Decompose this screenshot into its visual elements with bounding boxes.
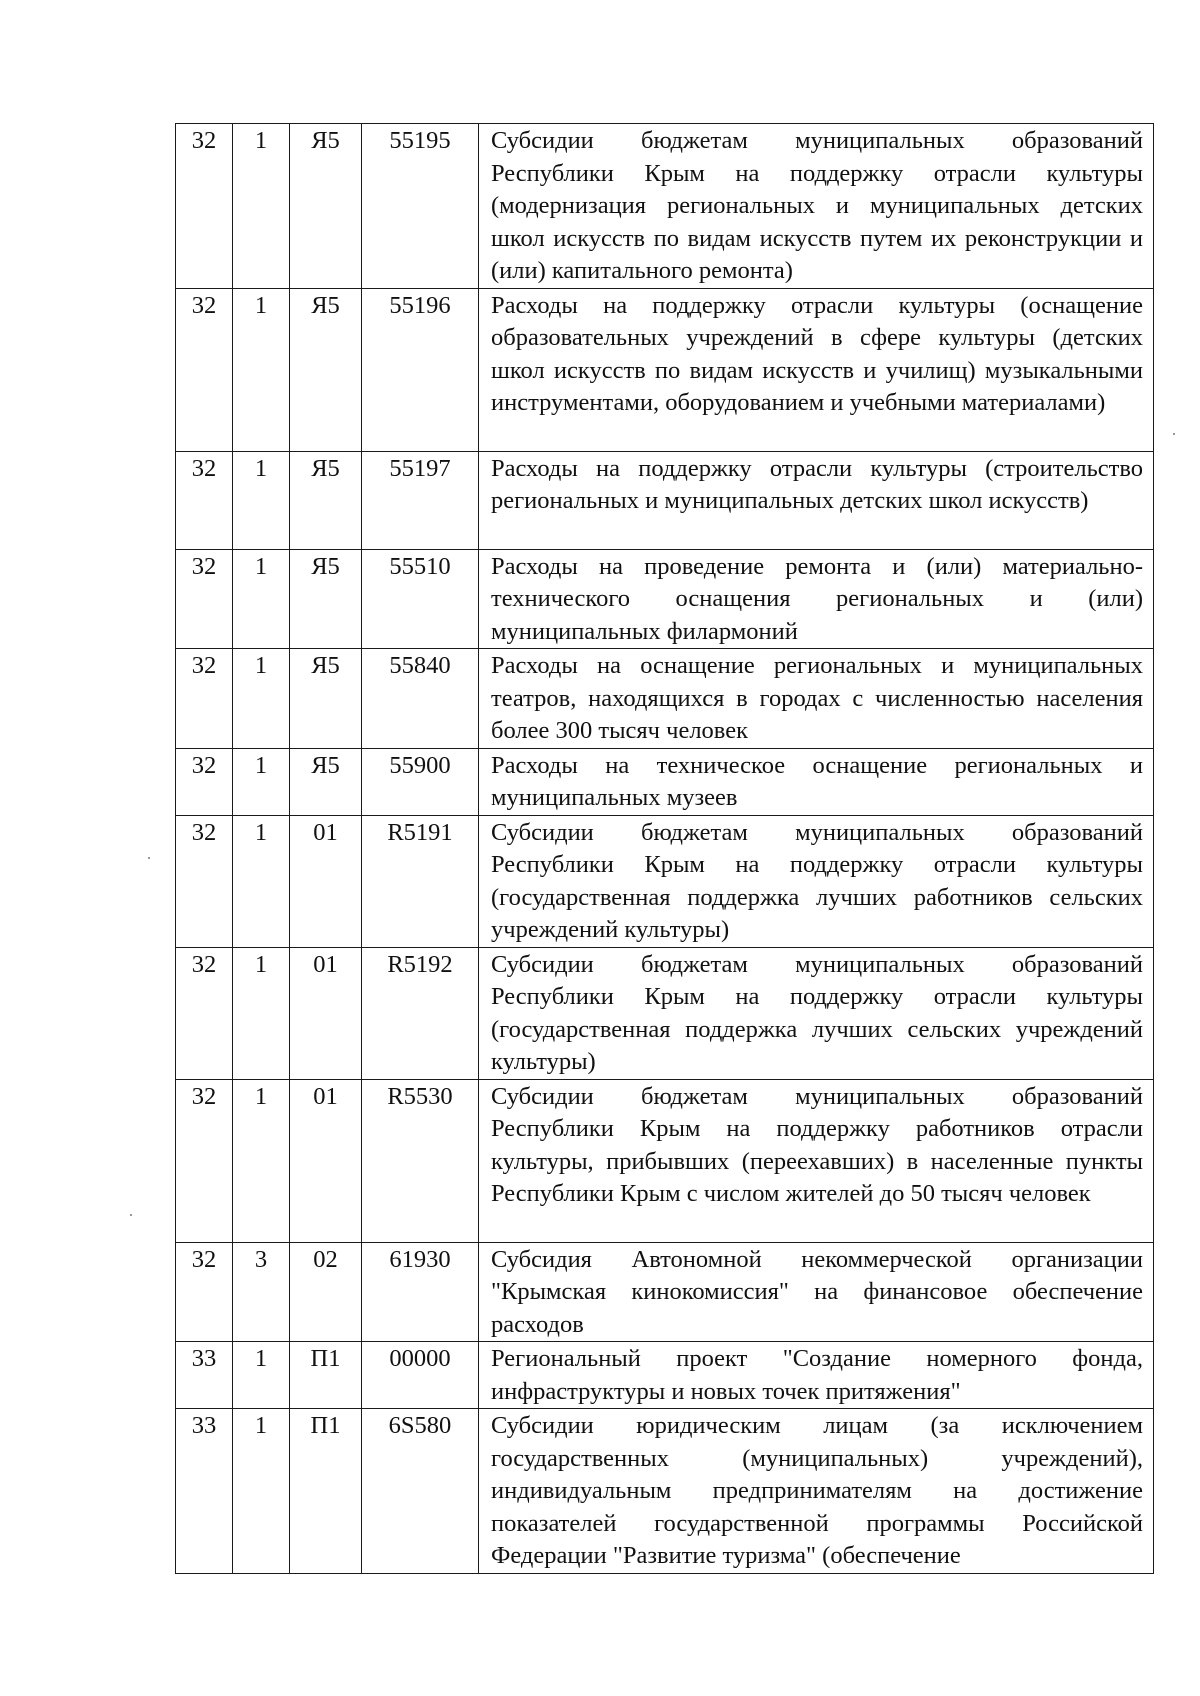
- table-row: [176, 1079, 1154, 1242]
- program-code-cell: 32: [176, 1242, 233, 1342]
- direction-code-cell: R5192: [362, 947, 479, 1079]
- subprogram-code-cell: 1: [233, 549, 290, 649]
- description-cell: Субсидии бюджетам муниципальных образований Республики Крым на поддержку отрасли культуры (государственная поддержка лучших сельских учреждений культуры): [479, 947, 1154, 1079]
- event-code-cell: 01: [290, 947, 362, 1079]
- program-code-cell: 32: [176, 124, 233, 289]
- description-cell: Субсидии юридическим лицам (за исключением государственных (муниципальных) учреждений), индивидуальным предпринимателям на достижение показателей государственной программы Российской Федерации "Развитие туризма" (обеспечение: [479, 1409, 1154, 1574]
- description-cell: Субсидии бюджетам муниципальных образований Республики Крым на поддержку отрасли культуры (модернизация региональных и муниципальных детских школ искусств по видам искусств путем их реконструкции и (или) капитального ремонта): [479, 124, 1154, 289]
- table-row: [176, 1342, 1154, 1409]
- description-cell: Расходы на оснащение региональных и муниципальных театров, находящихся в городах с численностью населения более 300 тысяч человек: [479, 649, 1154, 749]
- event-code-cell: 02: [290, 1242, 362, 1342]
- subprogram-code-cell: 1: [233, 649, 290, 749]
- description-cell: Субсидии бюджетам муниципальных образований Республики Крым на поддержку работников отрасли культуры, прибывших (переехавших) в населенные пункты Республики Крым с числом жителей до 50 тысяч человек: [479, 1079, 1154, 1242]
- description-cell: Расходы на техническое оснащение региональных и муниципальных музеев: [479, 748, 1154, 815]
- program-code-cell: 32: [176, 748, 233, 815]
- event-code-cell: Я5: [290, 748, 362, 815]
- event-code-cell: 01: [290, 1079, 362, 1242]
- table-row: [176, 288, 1154, 451]
- description-cell: Субсидии бюджетам муниципальных образований Республики Крым на поддержку отрасли культуры (государственная поддержка лучших работников сельских учреждений культуры): [479, 815, 1154, 947]
- event-code-cell: Я5: [290, 288, 362, 451]
- subprogram-code-cell: 1: [233, 124, 290, 289]
- table-row: [176, 748, 1154, 815]
- table-row: [176, 124, 1154, 289]
- program-code-cell: 33: [176, 1342, 233, 1409]
- program-code-cell: 32: [176, 451, 233, 549]
- event-code-cell: Я5: [290, 451, 362, 549]
- budget-classification-table: [175, 123, 1154, 1574]
- scan-speck-mark: [1173, 433, 1175, 435]
- program-code-cell: 32: [176, 549, 233, 649]
- table-row: [176, 1242, 1154, 1342]
- subprogram-code-cell: 3: [233, 1242, 290, 1342]
- description-cell: Расходы на поддержку отрасли культуры (строительство региональных и муниципальных детских школ искусств): [479, 451, 1154, 549]
- direction-code-cell: 55197: [362, 451, 479, 549]
- table-row: [176, 649, 1154, 749]
- direction-code-cell: 55900: [362, 748, 479, 815]
- description-cell: Региональный проект "Создание номерного фонда, инфраструктуры и новых точек притяжения": [479, 1342, 1154, 1409]
- subprogram-code-cell: 1: [233, 451, 290, 549]
- subprogram-code-cell: 1: [233, 1079, 290, 1242]
- table-row: [176, 451, 1154, 549]
- subprogram-code-cell: 1: [233, 1342, 290, 1409]
- direction-code-cell: 55196: [362, 288, 479, 451]
- direction-code-cell: 55195: [362, 124, 479, 289]
- subprogram-code-cell: 1: [233, 288, 290, 451]
- direction-code-cell: R5530: [362, 1079, 479, 1242]
- subprogram-code-cell: 1: [233, 815, 290, 947]
- program-code-cell: 32: [176, 288, 233, 451]
- event-code-cell: П1: [290, 1342, 362, 1409]
- event-code-cell: 01: [290, 815, 362, 947]
- table-row: [176, 947, 1154, 1079]
- direction-code-cell: 61930: [362, 1242, 479, 1342]
- program-code-cell: 32: [176, 947, 233, 1079]
- description-cell: Расходы на поддержку отрасли культуры (оснащение образовательных учреждений в сфере культуры (детских школ искусств по видам искусств и училищ) музыкальными инструментами, оборудованием и учебными материалами): [479, 288, 1154, 451]
- scan-speck-mark: [148, 857, 150, 859]
- subprogram-code-cell: 1: [233, 947, 290, 1079]
- scan-speck-mark: [130, 1214, 132, 1216]
- direction-code-cell: 55510: [362, 549, 479, 649]
- description-cell: Расходы на проведение ремонта и (или) материально-технического оснащения региональных и (или) муниципальных филармоний: [479, 549, 1154, 649]
- program-code-cell: 32: [176, 815, 233, 947]
- direction-code-cell: R5191: [362, 815, 479, 947]
- program-code-cell: 32: [176, 649, 233, 749]
- event-code-cell: Я5: [290, 124, 362, 289]
- program-code-cell: 33: [176, 1409, 233, 1574]
- table-row: [176, 549, 1154, 649]
- table-row: [176, 1409, 1154, 1574]
- description-cell: Субсидия Автономной некоммерческой организации "Крымская кинокомиссия" на финансовое обеспечение расходов: [479, 1242, 1154, 1342]
- subprogram-code-cell: 1: [233, 1409, 290, 1574]
- direction-code-cell: 55840: [362, 649, 479, 749]
- event-code-cell: Я5: [290, 549, 362, 649]
- direction-code-cell: 6S580: [362, 1409, 479, 1574]
- direction-code-cell: 00000: [362, 1342, 479, 1409]
- table-row: [176, 815, 1154, 947]
- event-code-cell: П1: [290, 1409, 362, 1574]
- subprogram-code-cell: 1: [233, 748, 290, 815]
- program-code-cell: 32: [176, 1079, 233, 1242]
- event-code-cell: Я5: [290, 649, 362, 749]
